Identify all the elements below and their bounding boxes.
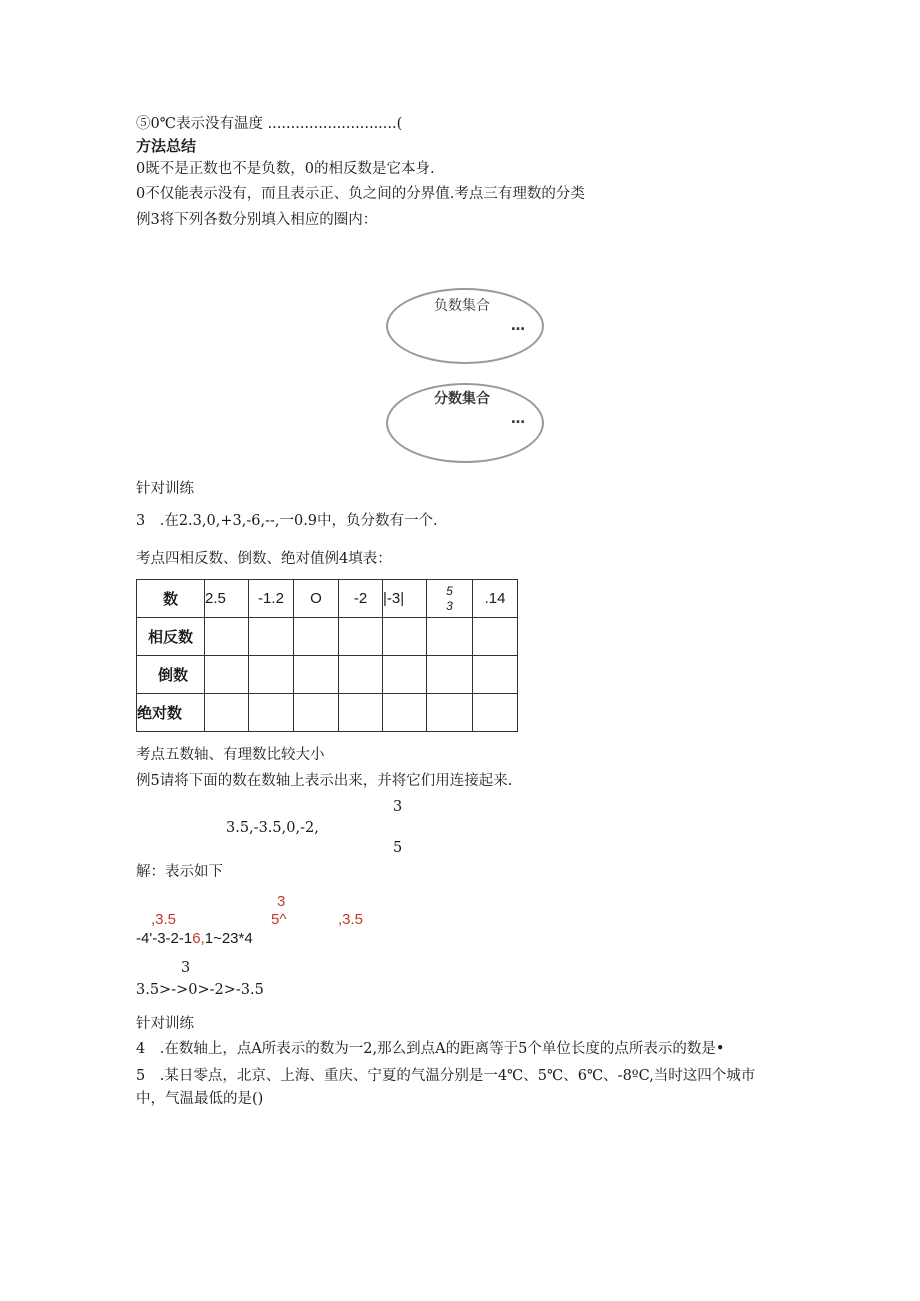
number-axis-ticks [136,929,253,949]
axis-ticks-red: 6, [192,930,205,947]
table-empty-cell[interactable] [205,618,249,656]
axis-label-mid: 5^ [271,911,287,928]
table-value-cell: -1.2 [249,580,294,618]
table-empty-cell[interactable] [383,618,427,656]
table-value-cell: O [294,580,339,618]
table-empty-cell[interactable] [427,694,473,732]
table-value-cell: |-3| [383,580,427,618]
table-empty-cell[interactable] [205,656,249,694]
compare-line: 3.5>->0>-2>-3.5 [136,982,264,998]
axis-ticks-part-2: 1~23*4 [204,930,253,947]
example5-numerator: 3 [393,799,403,815]
table-value-cell: -2 [339,580,383,618]
fraction-numerator: 5 [446,583,453,598]
table-empty-cell[interactable] [473,656,518,694]
table-header-row [137,580,518,618]
axis-label-right: ,3.5 [338,911,364,928]
example3-line: 例3将下列各数分别填入相应的圈内： [136,212,378,228]
question-5-line-2: 中，气温最低的是() [136,1091,264,1107]
practice-title-1: 针对训练 [136,481,194,497]
table-empty-cell[interactable] [473,618,518,656]
method-title: 方法总结 [136,137,197,155]
table-empty-cell[interactable] [383,694,427,732]
keypoint-4: 考点四相反数、倒数、绝对值例4填表： [136,551,392,567]
table-row-label: 倒数 [137,656,205,694]
question-3: 3 .在2.3,0,+3,-6,--,一0.9中，负分数有一个. [136,513,438,529]
table-empty-cell[interactable] [339,656,383,694]
fraction-set-dots: … [511,411,525,427]
negative-set-dots: … [511,318,525,334]
fraction-value [446,584,453,614]
table-empty-cell[interactable] [249,618,294,656]
fraction-set-label: 分数集合 [434,391,490,407]
table-empty-cell[interactable] [294,618,339,656]
fill-table [136,579,518,732]
table-value-cell: 2.5 [205,580,249,618]
table-empty-cell[interactable] [294,694,339,732]
compare-numerator: 3 [181,960,191,976]
keypoint-5: 考点五数轴、有理数比较大小 [136,747,325,763]
fraction-denominator: 3 [446,598,453,613]
table-header-label: 数 [137,580,205,618]
axis-label-top: 3 [277,893,286,910]
negative-set-label: 负数集合 [434,298,490,314]
table-empty-cell[interactable] [473,694,518,732]
table-empty-cell[interactable] [427,656,473,694]
example5-line: 例5请将下面的数在数轴上表示出来，并将它们用连接起来. [136,773,513,789]
table-fraction-cell [427,580,473,618]
table-empty-cell[interactable] [249,694,294,732]
method-line-2: 0不仅能表示没有，而且表示正、负之间的分界值.考点三有理数的分类 [136,186,585,202]
item5-line: ⑤0℃表示没有温度 ............................( [136,116,403,132]
table-empty-cell[interactable] [205,694,249,732]
table-empty-cell[interactable] [339,618,383,656]
table-row-label: 绝对数 [137,694,205,732]
table-row-label: 相反数 [137,618,205,656]
table-row [137,694,518,732]
example5-numbers: 3.5,-3.5,0,-2, [226,820,319,836]
table-value-cell: .14 [473,580,518,618]
axis-ticks-part-1: -4'-3-2-1 [136,930,193,947]
question-4: 4 .在数轴上，点A所表示的数为一2,那么到点A的距离等于5个单位长度的点所表示的数是• [136,1041,725,1057]
table-row [137,618,518,656]
axis-label-left: ,3.5 [151,911,177,928]
table-empty-cell[interactable] [427,618,473,656]
example5-denominator: 5 [393,840,403,856]
table-empty-cell[interactable] [249,656,294,694]
solution-line: 解：表示如下 [136,864,223,880]
question-5-line-1: 5 .某日零点，北京、上海、重庆、宁夏的气温分别是一4℃、5℃、6℃、-8ºC,当时这四个城市 [136,1068,756,1084]
table-row [137,656,518,694]
method-line-1: 0既不是正数也不是负数，0的相反数是它本身. [136,161,435,177]
table-empty-cell[interactable] [339,694,383,732]
practice-title-2: 针对训练 [136,1016,194,1032]
table-empty-cell[interactable] [383,656,427,694]
table-empty-cell[interactable] [294,656,339,694]
